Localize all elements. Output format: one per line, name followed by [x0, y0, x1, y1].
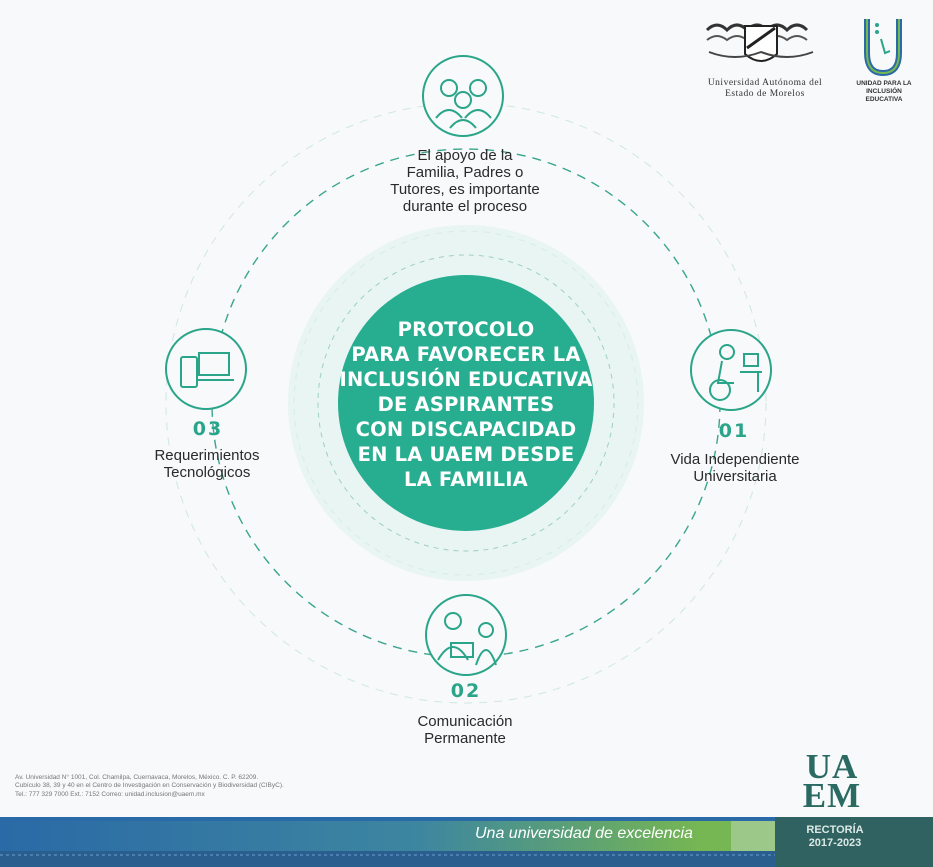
step-number-03: 03: [192, 418, 224, 440]
contact-address: Av. Universidad N° 1001, Col. Chamilpa, Cuernavaca, Morelos, México. C. P. 62209. Cubículo 38, 39 y 40 en el Centro de Investigación en Conservación y Biodiversidad (CIByC). Tel.: 777 329 7000 Ext.: 7152 Correo: unidad.inclusion@uaem.mx: [15, 774, 284, 798]
family-icon: [423, 56, 503, 136]
tech-requirements-label: Requerimientos Tecnológicos: [154, 447, 260, 481]
university-name: Universidad Autónoma del Estado de Morelos: [707, 78, 823, 99]
rectoria-badge: RECTORÍA 2017-2023: [806, 824, 864, 849]
uaem-wordmark-logo: UA EM: [802, 747, 862, 815]
family-support-label: El apoyo de la Familia, Padres o Tutores, es importante durante el proceso: [390, 147, 540, 215]
communication-icon: [426, 595, 506, 675]
wheelchair-user-icon: [691, 330, 771, 410]
protocol-title: PROTOCOLO PARA FAVORECER LA INCLUSIÓN EDUCATIVA DE ASPIRANTES CON DISCAPACIDAD EN LA UAEM DESDE LA FAMILIA: [339, 318, 593, 491]
tagline: Una universidad de excelencia: [475, 825, 693, 842]
devices-icon: [166, 329, 246, 409]
uaem-crest-logo: [705, 18, 817, 70]
independent-life-label: Vida Independiente Universitaria: [670, 451, 800, 485]
step-number-01: 01: [718, 420, 750, 442]
step-number-02: 02: [450, 680, 482, 702]
communication-label: Comunicación Permanente: [417, 713, 513, 747]
inclusion-unit-logo: [862, 17, 904, 77]
inclusion-unit-name: UNIDAD PARA LA INCLUSIÓN EDUCATIVA: [856, 80, 912, 103]
